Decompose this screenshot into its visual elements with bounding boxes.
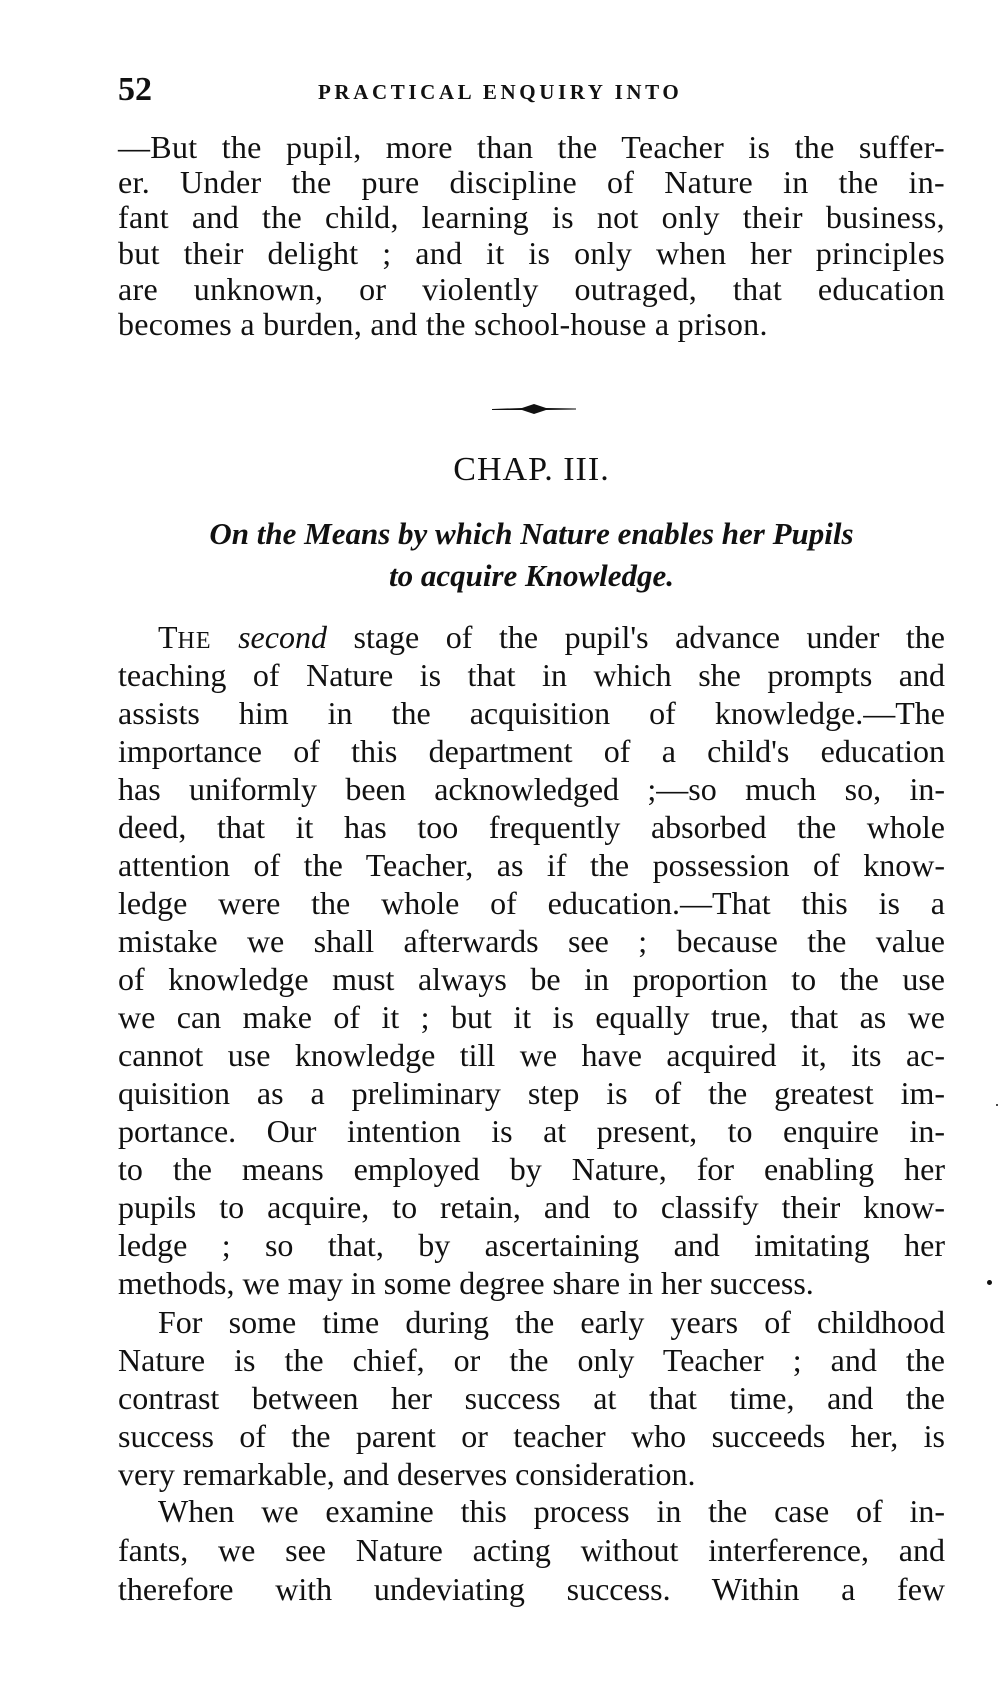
text-line: When we examine this process in the case of in- (158, 1493, 945, 1529)
text-line: success of the parent or teacher who succeeds her, is (118, 1418, 945, 1454)
text-line: For some time during the early years of childhood (158, 1304, 945, 1340)
text-line: to the means employed by Nature, for enabling her (118, 1151, 945, 1187)
text-line: contrast between her success at that time, and the (118, 1380, 945, 1416)
text-line: very remarkable, and deserves consideration. (118, 1456, 696, 1492)
chapter-subtitle-line: On the Means by which Nature enables her Pupils (209, 516, 854, 551)
text-line: importance of this department of a child's education (118, 733, 945, 769)
scan-speck-mark (987, 1280, 992, 1285)
text-line: mistake we shall afterwards see ; because the value (118, 923, 945, 959)
text-line: ledge ; so that, by ascertaining and imitating her (118, 1227, 945, 1263)
text-line: becomes a burden, and the school-house a prison. (118, 306, 768, 342)
paragraph-opening-line (158, 618, 945, 656)
text-line: of knowledge must always be in proportion to the use (118, 961, 945, 997)
text-line: we can make of it ; but it is equally true, that as we (118, 999, 945, 1035)
text-line: quisition as a preliminary step is of the greatest im- (118, 1075, 945, 1111)
opening-capital: T (158, 619, 178, 655)
dash-diamond-rule-icon (492, 402, 576, 416)
text-line: portance. Our intention is at present, to enquire in- (118, 1113, 945, 1149)
text-line: deed, that it has too frequently absorbed the whole (118, 809, 945, 845)
text-line: fant and the child, learning is not only their business, (118, 199, 945, 235)
text-line: pupils to acquire, to retain, and to classify their know- (118, 1189, 945, 1225)
opening-smallcaps: HE (177, 628, 212, 654)
text-line: ledge were the whole of education.—That this is a (118, 885, 945, 921)
text-line: cannot use knowledge till we have acquired it, its ac- (118, 1037, 945, 1073)
text-line: fants, we see Nature acting without interference, and (118, 1532, 945, 1568)
line-rest: stage of the pupil's advance under the (326, 619, 946, 655)
scan-speck-mark (996, 1104, 998, 1106)
text-line: er. Under the pure discipline of Nature in the in- (118, 164, 945, 200)
text-line: are unknown, or violently outraged, that education (118, 271, 945, 307)
chapter-subtitle-line: to acquire Knowledge. (388, 558, 675, 593)
text-line: but their delight ; and it is only when her principles (118, 235, 945, 271)
page-number: 52 (118, 71, 152, 108)
chapter-heading: CHAP. III. (453, 451, 610, 488)
text-line: teaching of Nature is that in which she prompts and (118, 657, 945, 693)
text-line: has uniformly been acknowledged ;—so much so, in- (118, 771, 945, 807)
text-line: methods, we may in some degree share in her success. (118, 1265, 814, 1301)
text-line: Nature is the chief, or the only Teacher ; and the (118, 1342, 945, 1378)
running-head (118, 72, 945, 112)
text-line: —But the pupil, more than the Teacher is the suffer- (118, 129, 945, 165)
text-line: attention of the Teacher, as if the possession of know- (118, 847, 945, 883)
text-line: assists him in the acquisition of knowledge.—The (118, 695, 945, 731)
text-line: therefore with undeviating success. Within a few (118, 1571, 945, 1607)
emphasis-word: second (238, 619, 327, 655)
running-head-title: PRACTICAL ENQUIRY INTO (318, 80, 683, 104)
